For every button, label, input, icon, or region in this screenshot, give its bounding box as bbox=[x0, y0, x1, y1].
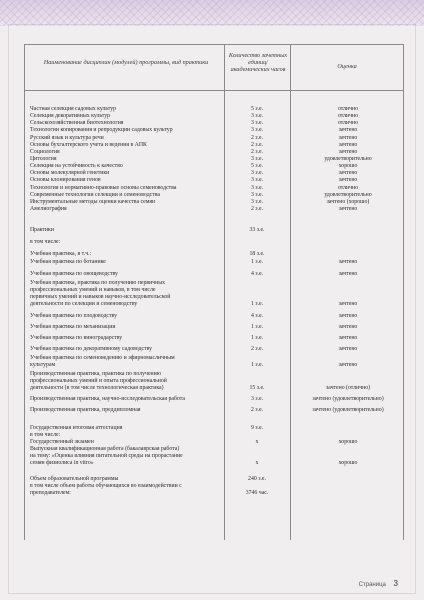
credits-value: 18 з.е. bbox=[249, 251, 265, 257]
credits-value: 2 з.е. bbox=[250, 135, 264, 141]
discipline-name: профессиональных умений и опыта профессиональной bbox=[30, 378, 167, 384]
page-label: Страница bbox=[358, 582, 386, 588]
grade-value: хорошо bbox=[338, 163, 358, 169]
discipline-name: Учебная практика по плодоводству bbox=[30, 313, 117, 319]
grade-value: зачтено (удовлетворительно) bbox=[312, 407, 384, 413]
credits-value: х bbox=[255, 460, 259, 466]
col-line bbox=[290, 44, 291, 540]
header-credits: Количество зачетных единиц/ академических часов bbox=[228, 52, 288, 74]
credits-value: 5 з.е. bbox=[250, 106, 264, 112]
discipline-name: Учебная практика по декоративному садоводству bbox=[30, 346, 153, 352]
discipline-name: Учебная практика по механизации bbox=[30, 324, 116, 330]
credits-value: 4 з.е. bbox=[250, 313, 264, 319]
grade-value: зачтено bbox=[338, 271, 358, 277]
discipline-name: семян физиолиса in vitro» bbox=[30, 460, 94, 466]
discipline-name: Частная селекция садовых культур bbox=[30, 106, 117, 112]
discipline-name: Основы бухгалтерского учета и ведения в АПК bbox=[30, 142, 147, 148]
discipline-name: Учебная практика по овощеводству bbox=[30, 271, 118, 277]
grade-value: зачтено bbox=[338, 259, 358, 265]
grade-value: зачтено bbox=[338, 142, 358, 148]
header-bottom-line bbox=[24, 90, 404, 91]
grade-value: зачтено (удовлетворительно) bbox=[312, 396, 384, 402]
discipline-name: Технология и нормативно-правовые основы семеноводства bbox=[30, 185, 177, 191]
discipline-name: Выпускная квалификационная работа (бакалаврская работа) bbox=[30, 446, 180, 452]
grade-value: зачтено bbox=[338, 170, 358, 176]
credits-value: 1 з.е. bbox=[250, 324, 264, 330]
credits-value: 1 з.е. bbox=[250, 362, 264, 368]
grade-value: зачтено bbox=[338, 324, 358, 330]
credits-value: х bbox=[255, 439, 259, 445]
credits-value: 3 з.е. bbox=[250, 120, 264, 126]
discipline-name: Практики bbox=[30, 227, 54, 233]
grade-value: удовлетворительно bbox=[324, 156, 372, 162]
grade-value: зачтено bbox=[338, 206, 358, 212]
credits-value: 2 з.е. bbox=[250, 346, 264, 352]
grade-value: хорошо bbox=[338, 439, 358, 445]
grade-value: зачтено bbox=[338, 135, 358, 141]
discipline-name: Государственная итоговая аттестация bbox=[30, 425, 123, 431]
page-footer bbox=[359, 579, 398, 588]
grade-value: отлично bbox=[337, 185, 359, 191]
discipline-name: Учебная практика по виноградарству bbox=[30, 335, 123, 341]
header-discipline: Наименование дисциплин (модулей) программы, вид практики bbox=[43, 59, 209, 66]
credits-value: 3746 час. bbox=[245, 490, 269, 496]
grade-value: зачтено bbox=[338, 149, 358, 155]
credits-value: 4 з.е. bbox=[250, 271, 264, 277]
grade-value: зачтено bbox=[338, 313, 358, 319]
discipline-name: Учебная практика по ботанике bbox=[30, 259, 106, 265]
grade-value: зачтено bbox=[338, 127, 358, 133]
discipline-name: Русский язык и культура речи bbox=[30, 135, 104, 141]
credits-value: 33 з.е. bbox=[249, 227, 265, 233]
discipline-name: в том числе объем работы обучающихся во взаимодействии с bbox=[30, 483, 182, 489]
grade-value: зачтено (отлично) bbox=[325, 385, 371, 391]
discipline-name: Государственный экзамен bbox=[30, 439, 94, 445]
discipline-name: Учебная практика, практика по получению первичных bbox=[30, 280, 166, 286]
discipline-name: Инструментальные методы оценки качества семян bbox=[30, 199, 156, 205]
discipline-name: Цитология bbox=[30, 156, 57, 162]
grade-value: отлично bbox=[337, 120, 359, 126]
header-grade: Оценка bbox=[337, 63, 357, 70]
discipline-name: Селекция на устойчивость к качество bbox=[30, 163, 123, 169]
credits-value: 2 з.е. bbox=[250, 206, 264, 212]
discipline-name: на тему: «Оценка влияния питательной среды на прорастание bbox=[30, 453, 183, 459]
discipline-name: Сельскохозяйственная биотехнология bbox=[30, 120, 124, 126]
grade-value: зачтено (хорошо) bbox=[326, 199, 370, 205]
credits-value: 240 з.е. bbox=[248, 476, 266, 482]
discipline-name: Производственная практика, практика по получению bbox=[30, 371, 162, 377]
discipline-name: Амелиография bbox=[30, 206, 67, 212]
credits-value: 2 з.е. bbox=[250, 407, 264, 413]
credits-value: 5 з.е. bbox=[250, 163, 264, 169]
discipline-name: в том числе: bbox=[30, 239, 61, 245]
credits-value: 3 з.е. bbox=[250, 199, 264, 205]
discipline-name: Учебная практика, в т.ч.: bbox=[30, 251, 92, 257]
discipline-name: профессиональных умений и навыков, в том числе bbox=[30, 287, 156, 293]
discipline-name: деятельности по селекции и семеноводству bbox=[30, 301, 138, 307]
credits-value: 1 з.е. bbox=[250, 335, 264, 341]
discipline-name: Технологии копирования и репродукции садовых культур bbox=[30, 127, 173, 133]
discipline-name: Производственная практика, научно-исследовательская работа bbox=[30, 396, 185, 402]
grade-value: зачтено bbox=[338, 335, 358, 341]
credits-value: 2 з.е. bbox=[250, 142, 264, 148]
grade-value: зачтено bbox=[338, 301, 358, 307]
discipline-name: Учебная практика по семеноведению и эфирномасличным bbox=[30, 355, 175, 361]
discipline-name: Основы клонирования генов bbox=[30, 177, 101, 183]
discipline-name: Производственная практика, преддипломная bbox=[30, 407, 141, 413]
discipline-name: Основы молекулярной генетики bbox=[30, 170, 110, 176]
grades-table bbox=[24, 44, 404, 544]
grade-value: удовлетворительно bbox=[324, 192, 372, 198]
discipline-name: преподавателем: bbox=[30, 490, 71, 496]
credits-value: 3 з.е. bbox=[250, 185, 264, 191]
discipline-name: первичных умений и навыков научно-исследовательской bbox=[30, 294, 171, 300]
credits-value: 3 з.е. bbox=[250, 113, 264, 119]
discipline-name: деятельности (в том числе технологическая практика) bbox=[30, 385, 164, 391]
table-top-line bbox=[24, 44, 404, 45]
discipline-name: в том числе: bbox=[30, 432, 61, 438]
credits-value: 3 з.е. bbox=[250, 127, 264, 133]
grade-value: зачтено bbox=[338, 177, 358, 183]
grade-value: зачтено bbox=[338, 362, 358, 368]
col-line bbox=[224, 44, 225, 540]
grade-value: отлично bbox=[337, 113, 359, 119]
credits-value: 3 з.е. bbox=[250, 192, 264, 198]
credits-value: 1 з.е. bbox=[250, 301, 264, 307]
discipline-name: Селекция декоративных культур bbox=[30, 113, 111, 119]
credits-value: 15 з.е. bbox=[249, 385, 265, 391]
col-line bbox=[24, 44, 25, 540]
discipline-name: Современные технологии селекции и семеноводства bbox=[30, 192, 160, 198]
credits-value: 9 з.е. bbox=[250, 425, 264, 431]
credits-value: 2 з.е. bbox=[250, 149, 264, 155]
credits-value: 3 з.е. bbox=[250, 177, 264, 183]
page-number: 3 bbox=[393, 579, 398, 588]
credits-value: 3 з.е. bbox=[250, 156, 264, 162]
credits-value: 3 з.е. bbox=[250, 170, 264, 176]
grade-value: отлично bbox=[337, 106, 359, 112]
credits-value: 1 з.е. bbox=[250, 259, 264, 265]
grade-value: хорошо bbox=[338, 460, 358, 466]
grade-value: зачтено bbox=[338, 346, 358, 352]
discipline-name: Объем образовательной программы bbox=[30, 476, 119, 482]
guilloche-pattern bbox=[0, 0, 424, 26]
discipline-name: Социология bbox=[30, 149, 60, 155]
discipline-name: культурам bbox=[30, 362, 56, 368]
credits-value: 3 з.е. bbox=[250, 396, 264, 402]
